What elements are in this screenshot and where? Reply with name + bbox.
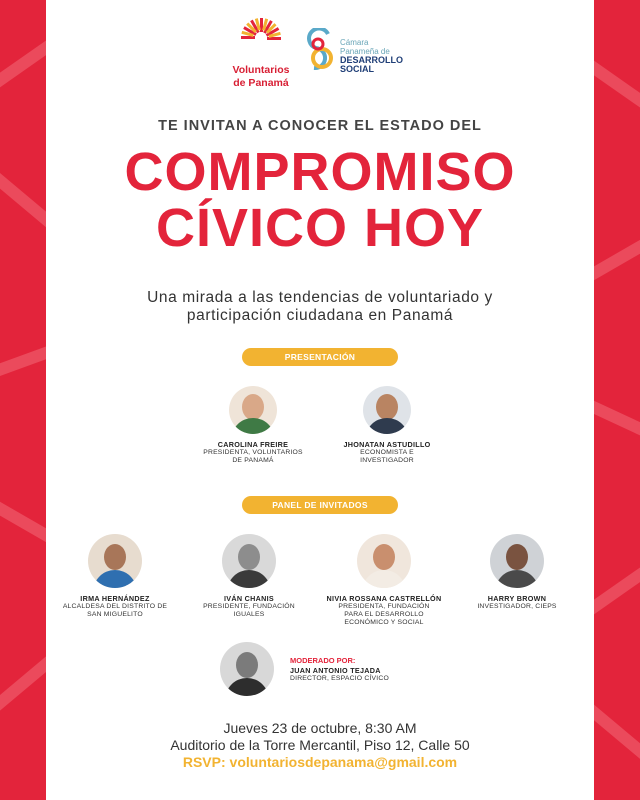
avatar xyxy=(222,534,276,588)
logo2-line2: Panameña de xyxy=(340,47,390,56)
logo-text-line1: Voluntarios xyxy=(232,64,290,76)
event-details xyxy=(46,720,594,771)
panelist-name: HARRY BROWN xyxy=(487,594,547,603)
avatar xyxy=(220,642,274,696)
moderator-name: JUAN ANTONIO TEJADA xyxy=(290,666,381,675)
panelist-role: INVESTIGADOR, CIEPS xyxy=(477,603,557,610)
right-border-decoration xyxy=(594,0,640,800)
logos-row xyxy=(46,18,594,98)
panelist-name: IVÁN CHANIS xyxy=(223,594,275,603)
kicker-text: TE INVITAN A CONOCER EL ESTADO DEL xyxy=(158,118,482,134)
subtitle-line1: Una mirada a las tendencias de voluntariado y xyxy=(147,289,493,306)
presenter-role: PRESIDENTA, VOLUNTARIOS xyxy=(203,449,303,456)
moderator-label: MODERADO POR: xyxy=(290,656,356,665)
panelist-role: SAN MIGUELITO xyxy=(87,611,143,618)
sunburst-icon xyxy=(239,18,283,58)
presenter-role: INVESTIGADOR xyxy=(360,457,414,464)
rsvp-link[interactable]: RSVP: voluntariosdepanama@gmail.com xyxy=(182,754,458,770)
logo-text-line2: de Panamá xyxy=(233,77,289,89)
panelist-card xyxy=(452,534,582,611)
panelist-role: ALCALDESA DEL DISTRITO DE xyxy=(62,603,168,610)
moderator-block xyxy=(220,642,460,698)
title-line1: COMPROMISO xyxy=(124,142,516,202)
avatar xyxy=(490,534,544,588)
panelist-role: PRESIDENTE, FUNDACIÓN xyxy=(203,603,295,610)
panelist-card xyxy=(314,534,454,627)
invitation-card xyxy=(46,0,594,800)
panelist-role: IGUALES xyxy=(233,611,265,618)
presenter-role: ECONOMISTA E xyxy=(360,449,414,456)
logo2-line4: SOCIAL xyxy=(340,64,375,74)
avatar xyxy=(229,386,277,434)
panel-pill: PANEL DE INVITADOS xyxy=(242,496,398,514)
event-date: Jueves 23 de octubre, 8:30 AM xyxy=(223,720,417,736)
avatar xyxy=(363,386,411,434)
main-title xyxy=(46,144,594,256)
panelist-role: PARA EL DESARROLLO xyxy=(344,611,424,618)
logo2-line1: Cámara xyxy=(340,38,369,47)
avatar xyxy=(357,534,411,588)
panelist-role: ECONÓMICO Y SOCIAL xyxy=(344,619,424,626)
panelist-card xyxy=(50,534,180,619)
avatar xyxy=(88,534,142,588)
camara-panamena-logo xyxy=(304,28,434,88)
presenter-role: DE PANAMÁ xyxy=(232,457,274,464)
panelist-name: IRMA HERNÁNDEZ xyxy=(80,594,150,603)
event-venue: Auditorio de la Torre Mercantil, Piso 12, Calle 50 xyxy=(170,737,470,753)
presenter-name: CAROLINA FREIRE xyxy=(217,440,289,449)
title-line2: CÍVICO HOY xyxy=(155,198,485,258)
cds-monogram-icon xyxy=(304,28,338,78)
panelist-role: PRESIDENTA, FUNDACIÓN xyxy=(338,603,430,610)
left-border-decoration xyxy=(0,0,46,800)
subtitle xyxy=(46,289,594,325)
subtitle-line2: participación ciudadana en Panamá xyxy=(186,307,454,324)
moderator-role: DIRECTOR, ESPACIO CÍVICO xyxy=(290,675,389,682)
presenter-name: JHONATAN ASTUDILLO xyxy=(343,440,431,449)
panelist-card xyxy=(184,534,314,619)
presenter-card xyxy=(188,386,318,465)
panelist-name: NIVIA ROSSANA CASTRELLÓN xyxy=(326,594,442,603)
presenter-card xyxy=(322,386,452,465)
presentation-pill: PRESENTACIÓN xyxy=(242,348,398,366)
voluntarios-de-panama-logo xyxy=(216,18,306,89)
logo2-line3: DESARROLLO xyxy=(340,55,403,65)
